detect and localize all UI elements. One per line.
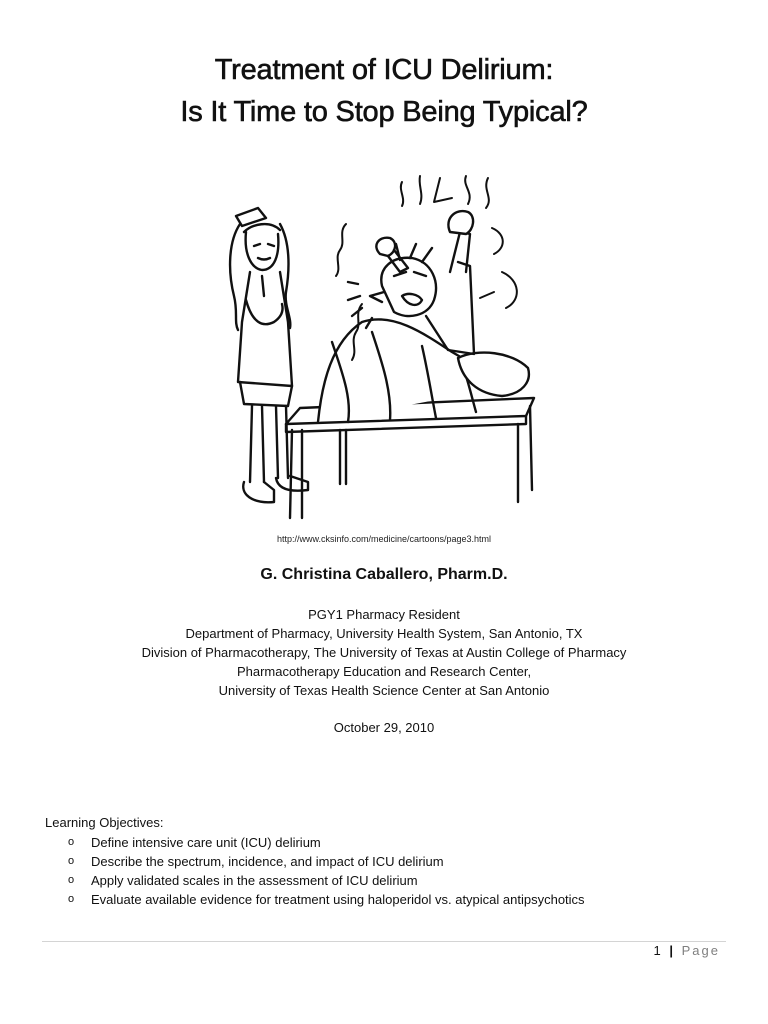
page-separator: | <box>669 943 673 958</box>
objectives-list <box>68 833 585 909</box>
objective-item <box>68 852 585 871</box>
presentation-date: October 29, 2010 <box>333 720 435 735</box>
affiliation-line: Division of Pharmacotherapy, The University of Texas at Austin College of Pharmacy <box>141 645 627 660</box>
title-line-1: Treatment of ICU Delirium: <box>214 54 554 86</box>
title-line-2: Is It Time to Stop Being Typical? <box>180 96 588 128</box>
page-label: Page <box>681 943 720 958</box>
affiliation-line: Pharmacotherapy Education and Research Center, <box>236 664 532 679</box>
footer-divider <box>42 941 726 942</box>
objective-item <box>68 833 585 852</box>
page-number: 1 <box>653 943 661 958</box>
affiliation-line: PGY1 Pharmacy Resident <box>308 607 460 622</box>
bullet-icon: o <box>68 836 75 848</box>
objective-text: Apply validated scales in the assessment of ICU delirium <box>91 873 418 888</box>
objective-text: Evaluate available evidence for treatment using haloperidol vs. atypical antipsychotics <box>91 892 585 907</box>
author-name: G. Christina Caballero, Pharm.D. <box>260 566 508 583</box>
objective-text: Describe the spectrum, incidence, and impact of ICU delirium <box>91 854 444 869</box>
objective-item <box>68 890 585 909</box>
affiliation-line: Department of Pharmacy, University Health System, San Antonio, TX <box>185 626 583 641</box>
bullet-icon: o <box>68 874 75 886</box>
bullet-icon: o <box>68 893 75 905</box>
objective-text: Define intensive care unit (ICU) delirium <box>91 835 321 850</box>
cartoon-illustration <box>222 172 548 522</box>
bullet-icon: o <box>68 855 75 867</box>
nurse-figure <box>230 208 308 502</box>
objectives-heading: Learning Objectives: <box>45 815 164 830</box>
objective-item <box>68 871 585 890</box>
image-credit-link[interactable]: http://www.cksinfo.com/medicine/cartoons/page3.html <box>276 534 492 544</box>
affiliation-line: University of Texas Health Science Center at San Antonio <box>218 683 550 698</box>
page-footer <box>654 943 721 958</box>
bed-figure <box>286 319 534 518</box>
